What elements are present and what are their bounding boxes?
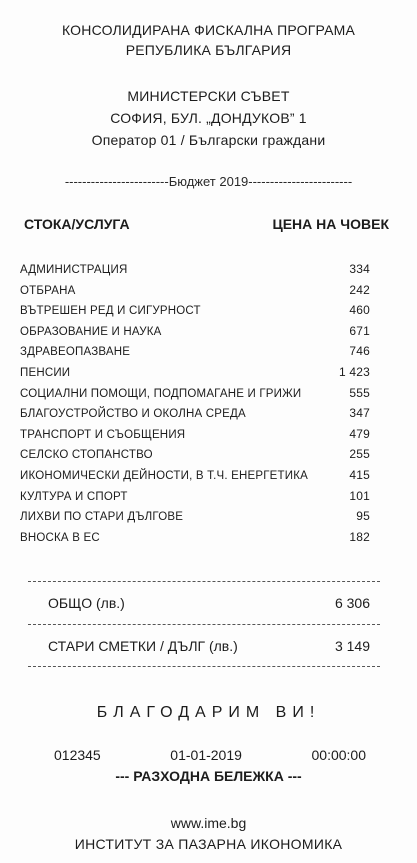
list-item [20,303,370,324]
total-value: 6 306 [334,595,370,611]
item-price: 347 [349,406,370,421]
header-address: СОФИЯ, БУЛ. „ДОНДУКОВ” 1 [110,110,307,126]
item-price: 255 [349,447,370,462]
thanks-message: БЛАГОДАРИМ ВИ! [96,704,321,721]
list-item [20,489,370,510]
item-price: 1 423 [338,364,370,379]
item-price: 555 [349,385,370,400]
item-price: 242 [349,282,370,297]
item-name: ЛИХВИ ПО СТАРИ ДЪЛГОВЕ [20,511,184,524]
debt-label: СТАРИ СМЕТКИ / ДЪЛГ (лв.) [48,638,238,654]
item-price: 671 [349,323,370,338]
item-name: АДМИНИСТРАЦИЯ [20,264,128,276]
list-item [20,262,370,283]
item-name: КУЛТУРА И СПОРТ [20,490,128,503]
list-item [20,427,370,448]
budget-separator: ------------------------Бюджет 2019------------------------ [64,174,353,189]
document-type: --- РАЗХОДНА БЕЛЕЖКА --- [115,768,302,784]
debt-value: 3 149 [334,638,370,654]
list-item [20,406,370,427]
receipt-date: 01-01-2019 [170,747,242,763]
column-header-item: СТОКА/УСЛУГА [24,216,130,232]
total-label: ОБЩО (лв.) [48,595,125,611]
item-price: 182 [349,529,370,544]
debt-row [48,638,370,654]
divider [28,581,380,582]
list-item [20,365,370,386]
list-item [20,468,370,489]
divider [28,624,380,625]
receipt-number: 012345 [54,747,101,763]
item-name: ИКОНОМИЧЕСКИ ДЕЙНОСТИ, В Т.Ч. ЕНЕРГЕТИКА [20,469,308,482]
item-name: ВЪТРЕШЕН РЕД И СИГУРНОСТ [20,305,201,318]
total-row [48,595,370,611]
item-name: ТРАНСПОРТ И СЪОБЩЕНИЯ [20,428,186,441]
item-price: 101 [349,488,370,503]
website-link[interactable]: www.ime.bg [170,815,247,831]
column-header-price: ЦЕНА НА ЧОВЕК [272,216,389,232]
item-name: ОТБРАНА [20,284,76,297]
item-price: 95 [356,509,370,524]
item-name: СЕЛСКО СТОПАНСТВО [20,449,153,462]
item-price: 746 [349,344,370,359]
item-name: СОЦИАЛНИ ПОМОЩИ, ПОДПОМАГАНЕ И ГРИЖИ [20,387,302,400]
list-item [20,283,370,304]
item-name: ОБРАЗОВАНИЕ И НАУКА [20,325,162,338]
list-item [20,530,370,551]
header-country: РЕПУБЛИКА БЪЛГАРИЯ [125,42,292,58]
item-price: 334 [349,262,370,276]
item-price: 415 [349,467,370,482]
item-name: ПЕНСИИ [20,366,71,379]
list-item [20,324,370,345]
header-program: КОНСОЛИДИРАНА ФИСКАЛНА ПРОГРАМА [61,22,356,38]
header-institution: МИНИСТЕРСКИ СЪВЕТ [127,88,290,104]
item-name: ЗДРАВЕОПАЗВАНЕ [20,346,131,359]
divider [28,666,380,667]
institute-name: ИНСТИТУТ ЗА ПАЗАРНА ИКОНОМИКА [74,836,343,852]
header-operator: Оператор 01 / Български граждани [91,132,326,148]
list-item [20,509,370,530]
receipt-time: 00:00:00 [311,747,366,763]
list-item [20,386,370,407]
item-name: ВНОСКА В ЕС [20,531,100,544]
items-list [20,262,370,550]
list-item [20,447,370,468]
list-item [20,344,370,365]
receipt-meta [54,747,366,763]
item-price: 479 [349,426,370,441]
item-name: БЛАГОУСТРОЙСТВО И ОКОЛНА СРЕДА [20,408,246,421]
item-price: 460 [349,303,370,318]
